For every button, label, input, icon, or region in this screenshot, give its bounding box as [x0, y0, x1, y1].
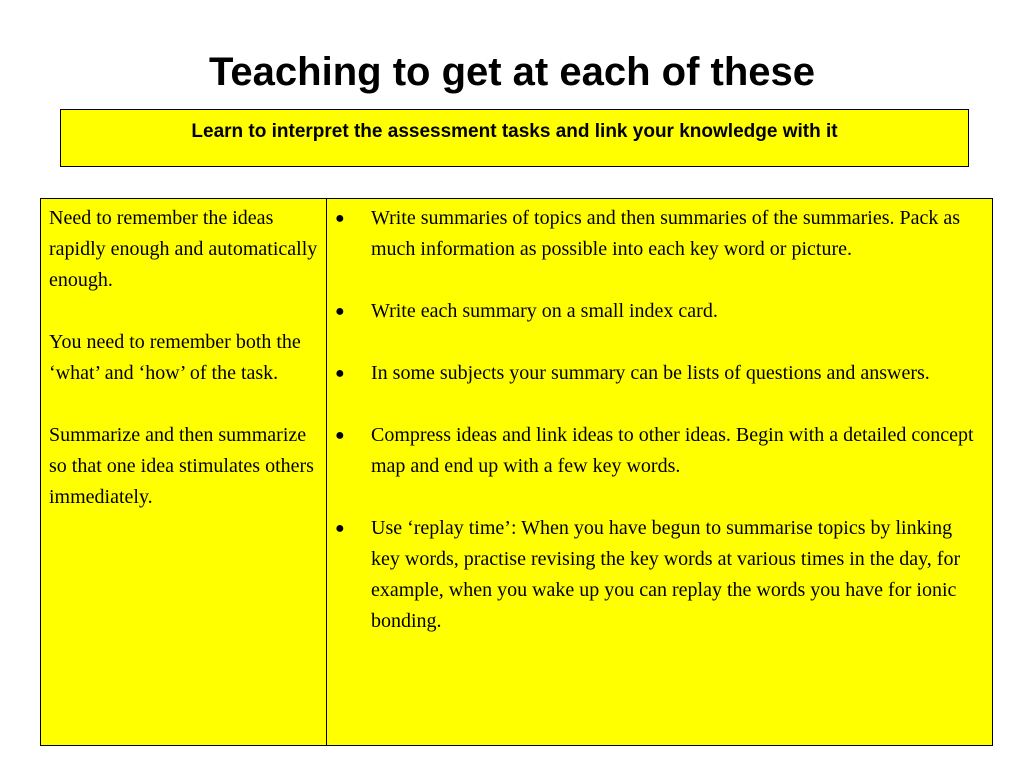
bullet-list: [335, 203, 984, 637]
bullet-dot-icon: ●: [335, 427, 345, 444]
content-table: [40, 198, 993, 746]
bullet-dot-icon: ●: [335, 303, 345, 320]
right-column: [327, 199, 993, 746]
left-column: [41, 199, 327, 746]
left-paragraph: Need to remember the ideas rapidly enough and automatically enough.: [49, 207, 318, 291]
bullet-dot-icon: ●: [335, 210, 345, 227]
list-item-text: Compress ideas and link ideas to other ideas. Begin with a detailed concept map and end up with a few key words.: [371, 424, 974, 477]
list-item: [335, 203, 984, 265]
list-item-text: Write each summary on a small index card.: [371, 300, 718, 322]
slide-title: Teaching to get at each of these: [208, 50, 816, 94]
list-item-text: Use ‘replay time’: When you have begun to summarise topics by linking key words, practise revising the key words at various times in the day, for example, when you wake up you can replay the words you have for ionic bonding.: [371, 517, 961, 632]
list-item: [335, 358, 984, 389]
list-item: [335, 296, 984, 327]
list-item: [335, 420, 984, 482]
table-row: [41, 199, 993, 746]
bullet-dot-icon: ●: [335, 520, 345, 537]
left-paragraph: You need to remember both the ‘what’ and ‘how’ of the task.: [49, 331, 301, 384]
list-item-text: Write summaries of topics and then summaries of the summaries. Pack as much information as possible into each key word or picture.: [371, 207, 961, 260]
left-paragraph: Summarize and then summarize so that one idea stimulates others immediately.: [49, 424, 314, 508]
list-item: [335, 513, 984, 637]
bullet-dot-icon: ●: [335, 365, 345, 382]
subtitle-text: Learn to interpret the assessment tasks and link your knowledge with it: [191, 121, 838, 142]
subtitle-box: [60, 109, 969, 167]
list-item-text: In some subjects your summary can be lists of questions and answers.: [371, 362, 930, 384]
